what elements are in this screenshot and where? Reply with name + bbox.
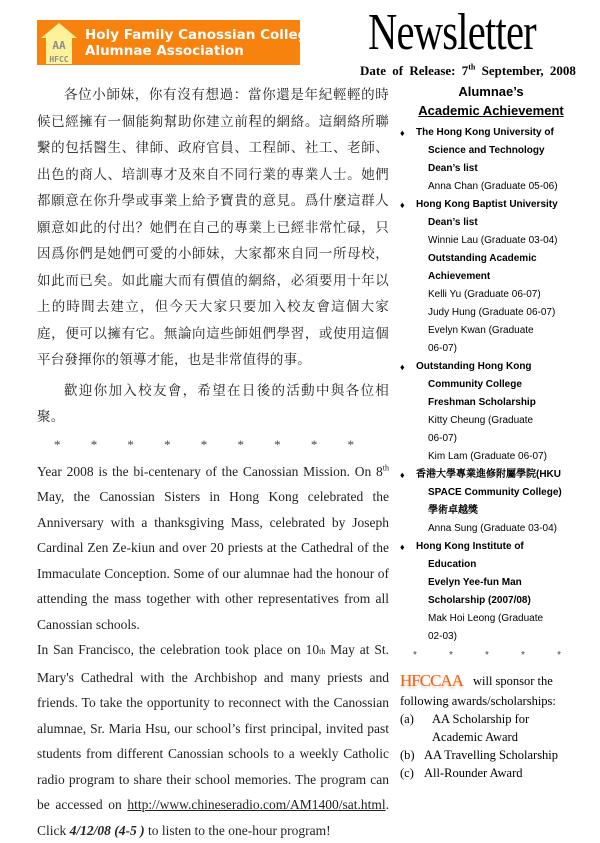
institution-name: Hong Kong Institute of — [416, 538, 582, 556]
institution-name: The Hong Kong University of — [416, 124, 582, 142]
diamond-bullet-icon: ♦ — [400, 196, 405, 214]
recipient-name: Kim Lam (Graduate 06-07) — [416, 448, 582, 466]
star: * — [348, 435, 355, 455]
award-item — [400, 764, 582, 782]
text: to listen to the one-hour program! — [145, 823, 331, 838]
text: . Click — [37, 797, 389, 838]
org-name-line1: Holy Family Canossian College — [85, 27, 317, 43]
award-name: SPACE Community College) — [416, 484, 582, 502]
achievement-item — [400, 358, 582, 466]
star: * — [413, 648, 417, 664]
diamond-bullet-icon: ♦ — [400, 124, 405, 142]
text: May at St. Mary's Cathedral with the Archbishop and many priests and friends. To take the opportunity to reconnect with the Canossian alumnae, Sr. Maria Hsu, our school’s first principal, invited past students from different Canossian schools to a weekly Catholic radio program to share their school memories. The program can be accessed on — [37, 642, 389, 812]
small-text: th — [319, 647, 325, 656]
recipient-name: Winnie Lau (Graduate 03-04) — [416, 232, 582, 250]
recipient-name: Anna Chan (Graduate 05-06) — [416, 178, 582, 196]
achievement-item — [400, 466, 582, 538]
award-text: AA Scholarship for — [424, 710, 529, 728]
award-text: AA Travelling Scholarship — [424, 746, 558, 764]
award-name: Achievement — [416, 268, 582, 286]
superscript: th — [383, 463, 389, 472]
sidebar-separator — [413, 648, 561, 664]
radio-program-link[interactable]: http://www.chineseradio.com/AM1400/sat.html — [127, 797, 385, 812]
article-paragraph-2 — [37, 637, 389, 843]
star: * — [311, 435, 318, 455]
hfccaa-logo: HFCCAA — [400, 670, 463, 692]
award-name: Freshman Scholarship — [416, 394, 582, 412]
award-text-cont: Academic Award — [424, 728, 518, 746]
award-name: Dean’s list — [416, 160, 582, 178]
recipient-name: Kelli Yu (Graduate 06-07) — [416, 286, 582, 304]
institution-name: 香港大學專業進修附屬學院(HKU — [416, 466, 582, 484]
section-separator — [54, 435, 354, 455]
award-name: Community College — [416, 376, 582, 394]
award-item — [400, 710, 582, 728]
logo-text-bottom: HFCC — [49, 55, 68, 64]
sponsor-section — [400, 670, 582, 782]
release-date-suffix: September, 2008 — [475, 63, 576, 78]
text: Year 2008 is the bi-centenary of the Canossian Mission. On 8 — [37, 464, 383, 479]
chinese-paragraph-1: 各位小師妹，你有沒有想過：當你還是年紀輕輕的時候已經擁有一個能夠幫助你建立前程的網絡。這網絡所聯繫的包括醫生、律師、政府官員、工程師、社工、老師、出色的商人、培訓專才及來自不同行業的專業人士。她們都願意在你升學或事業上給予寶貴的意見。爲什麼這群人願意如此的付出？她們在自己的專業上已經非常忙碌，只因爲你們是她們可愛的小師妹，大家都來自同一所母校，如此而已矣。如此龐大而有價值的網絡，必須要用十年以上的時間去建立，但今天大家只要加入校友會這個大家庭，便可以擁有它。無論向這些師姐們學習，或使用這個平台發揮你的領導才能，也是非常值得的事。 — [37, 82, 389, 374]
achievement-item — [400, 538, 582, 646]
org-name-line2: Alumnae Association — [85, 43, 317, 59]
recipient-name: 02-03) — [416, 628, 582, 646]
org-name — [85, 27, 317, 59]
recipient-name: Mak Hoi Leong (Graduate — [416, 610, 582, 628]
award-label: (a) — [400, 710, 424, 728]
diamond-bullet-icon: ♦ — [400, 358, 405, 376]
star: * — [127, 435, 134, 455]
star: * — [237, 435, 244, 455]
logo-text-top: AA — [52, 39, 66, 52]
association-logo — [39, 20, 79, 65]
award-item-cont — [400, 728, 582, 746]
star: * — [485, 648, 489, 664]
recipient-name: Anna Sung (Graduate 03-04) — [416, 520, 582, 538]
header-banner — [37, 20, 300, 65]
award-label: (b) — [400, 746, 424, 764]
release-date-prefix: Date of Release: 7 — [360, 63, 468, 78]
star: * — [521, 648, 525, 664]
recipient-name: 06-07) — [416, 430, 582, 448]
star: * — [91, 435, 98, 455]
award-label: (c) — [400, 764, 424, 782]
recipient-name: Kitty Cheung (Graduate — [416, 412, 582, 430]
achievement-item — [400, 196, 582, 358]
awards-list — [400, 710, 582, 782]
sidebar-heading-line1: Alumnae’s — [400, 82, 582, 101]
diamond-bullet-icon: ♦ — [400, 538, 405, 556]
award-label-spacer — [400, 728, 424, 746]
text: May, the Canossian Sisters in Hong Kong celebrated the Anniversary with a thanksgiving Mass, celebrated by Joseph Cardinal Zen Ze-kiun and over 20 priests at the Cathedral of the Immaculate Conception. Some of our alumnae had the honour of attending the mass together with other representatives from all Canossian schools. — [37, 489, 389, 632]
program-date: 4/12/08 (4-5 ) — [70, 823, 145, 838]
institution-name: Outstanding Hong Kong — [416, 358, 582, 376]
sponsor-text: will sponsor the — [473, 672, 553, 690]
recipient-name: Evelyn Kwan (Graduate — [416, 322, 582, 340]
award-name: Dean’s list — [416, 214, 582, 232]
recipient-name: Judy Hung (Graduate 06-07) — [416, 304, 582, 322]
sponsor-text-2: following awards/scholarships: — [400, 692, 582, 710]
award-name: Scholarship (2007/08) — [416, 592, 582, 610]
chinese-paragraph-2: 歡迎你加入校友會，希望在日後的活動中與各位相聚。 — [37, 378, 389, 431]
chinese-intro — [37, 82, 389, 431]
release-date — [360, 62, 576, 80]
award-name: Education — [416, 556, 582, 574]
house-icon — [39, 20, 79, 65]
sidebar-heading-line2: Academic Achievement — [400, 101, 582, 120]
star: * — [274, 435, 281, 455]
award-name: Evelyn Yee-fun Man — [416, 574, 582, 592]
star: * — [54, 435, 61, 455]
star: * — [164, 435, 171, 455]
main-column — [37, 82, 389, 843]
recipient-name: 06-07) — [416, 340, 582, 358]
sidebar — [400, 82, 582, 782]
institution-name: Hong Kong Baptist University — [416, 196, 582, 214]
text: In San Francisco, the celebration took place on 10 — [37, 642, 319, 657]
award-text: All-Rounder Award — [424, 764, 523, 782]
star: * — [557, 648, 561, 664]
star: * — [449, 648, 453, 664]
diamond-bullet-icon: ♦ — [400, 466, 405, 484]
article-paragraph-1 — [37, 459, 389, 638]
newsletter-title: Newsletter — [368, 8, 536, 58]
award-name: Science and Technology — [416, 142, 582, 160]
achievement-item — [400, 124, 582, 196]
achievement-list — [400, 124, 582, 646]
star: * — [201, 435, 208, 455]
english-article — [37, 459, 389, 843]
sidebar-heading — [400, 82, 582, 120]
award-name: 學術卓越獎 — [416, 502, 582, 520]
award-item — [400, 746, 582, 764]
release-date-sup: th — [468, 63, 475, 72]
award-name: Outstanding Academic — [416, 250, 582, 268]
